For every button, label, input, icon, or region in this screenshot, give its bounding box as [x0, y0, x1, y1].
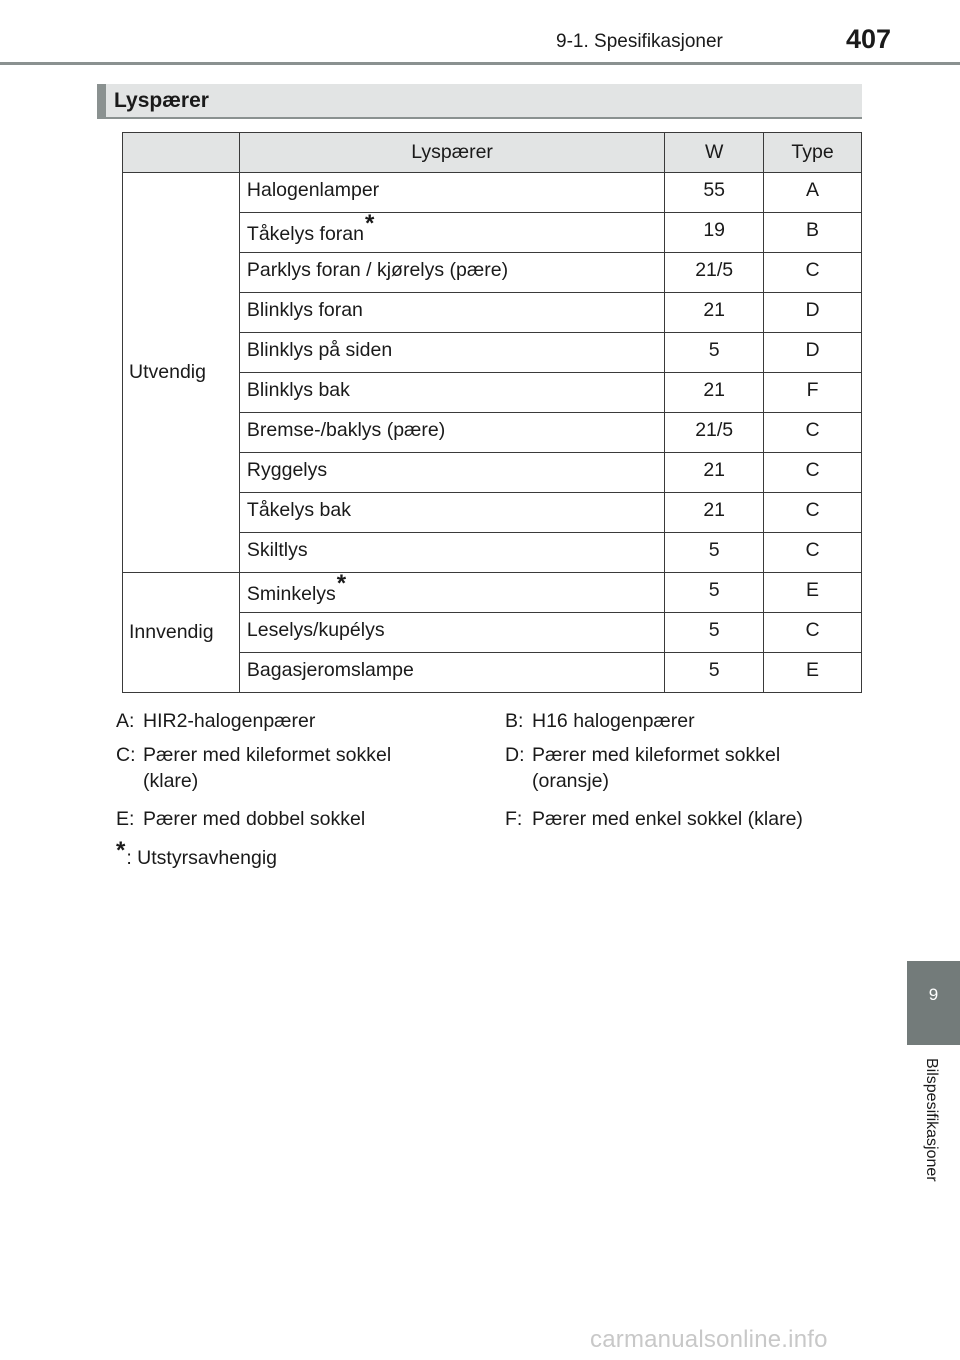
bulb-name: Parklys foran / kjørelys (pære): [246, 259, 509, 281]
table-header-row: [123, 133, 862, 173]
legend-text: Pærer med kileformet sokkel (oransje): [532, 744, 781, 792]
bulb-name: Blinklys foran: [246, 299, 363, 321]
type-cell: C: [764, 613, 862, 653]
watt-cell: 21: [665, 493, 764, 533]
legend-text: H16 halogenpærer: [532, 710, 695, 732]
header-cell-group: [123, 133, 240, 173]
bulb-name-cell: [239, 413, 664, 453]
bulb-name-cell: [239, 253, 664, 293]
footnote: [116, 837, 277, 871]
footnote-text: : Utstyrsavhengig: [126, 847, 277, 869]
chapter-number: 9: [928, 985, 939, 1004]
footnote-asterisk: *: [116, 837, 126, 864]
watt-cell: 5: [665, 653, 764, 693]
legend-key: E:: [116, 808, 135, 830]
section-heading-accent: [97, 84, 106, 119]
type-cell: B: [764, 213, 862, 253]
legend-key: A:: [116, 710, 135, 732]
header-cell-bulbs: Lyspærer: [239, 133, 664, 173]
section-title: Lyspærer: [114, 89, 209, 112]
type-cell: E: [764, 573, 862, 613]
watt-cell: 21/5: [665, 413, 764, 453]
bulb-name: Skiltlys: [246, 539, 308, 561]
legend-key: D:: [505, 744, 525, 766]
bulb-name-cell: [239, 333, 664, 373]
watt-cell: 5: [665, 533, 764, 573]
header-divider: [0, 62, 960, 65]
bulb-name: Sminkelys: [246, 583, 336, 605]
watt-cell: 5: [665, 613, 764, 653]
chapter-label: [919, 1058, 943, 1216]
legend-key: B:: [505, 710, 524, 732]
bulb-name-cell: [239, 613, 664, 653]
section-heading-bar: [97, 84, 862, 119]
watt-cell: 21: [665, 453, 764, 493]
header-cell-type: Type: [764, 133, 862, 173]
type-cell: C: [764, 493, 862, 533]
bulb-name-cell: [239, 210, 664, 253]
bulb-name: Ryggelys: [246, 459, 328, 481]
bulb-name-cell: [239, 293, 664, 333]
footnote-asterisk: *: [364, 210, 375, 237]
bulb-name: Tåkelys bak: [246, 499, 351, 521]
bulb-name: Halogenlamper: [246, 179, 380, 201]
legend-key: C:: [116, 744, 136, 766]
legend-text: Pærer med enkel sokkel (klare): [532, 808, 803, 830]
bulb-name: Blinklys bak: [246, 379, 350, 401]
watt-cell: 5: [665, 333, 764, 373]
bulb-name: Tåkelys foran: [246, 223, 364, 245]
table-row: [123, 173, 862, 213]
watt-cell: 55: [665, 173, 764, 213]
chapter-label-text: Bilspesifikasjoner: [923, 1058, 940, 1182]
type-cell: D: [764, 333, 862, 373]
table-body: [123, 173, 862, 693]
page-header: [0, 0, 960, 68]
watt-cell: 21: [665, 293, 764, 333]
bulb-name: Blinklys på siden: [246, 339, 393, 361]
chapter-tab: [907, 961, 960, 1045]
footnote-asterisk: *: [336, 570, 347, 597]
type-cell: C: [764, 533, 862, 573]
bulb-name-cell: [239, 570, 664, 613]
type-cell: E: [764, 653, 862, 693]
legend-text: Pærer med kileformet sokkel (klare): [143, 744, 392, 792]
group-cell: Utvendig: [123, 173, 240, 573]
legend-key: F:: [505, 808, 523, 830]
legend-text: Pærer med dobbel sokkel: [143, 808, 366, 830]
page-number: 407: [846, 24, 892, 54]
bulb-name-cell: [239, 173, 664, 213]
header-section-title: 9-1. Spesifikasjoner: [556, 31, 723, 52]
bulb-name-cell: [239, 493, 664, 533]
type-cell: C: [764, 413, 862, 453]
group-cell: Innvendig: [123, 573, 240, 693]
watt-cell: 5: [665, 573, 764, 613]
type-cell: C: [764, 253, 862, 293]
bulb-name: Leselys/kupélys: [246, 619, 385, 641]
watt-cell: 21: [665, 373, 764, 413]
legend-text: HIR2-halogenpærer: [143, 710, 316, 732]
bulb-name: Bagasjeromslampe: [246, 659, 414, 681]
bulb-name-cell: [239, 373, 664, 413]
type-cell: C: [764, 453, 862, 493]
bulb-name-cell: [239, 453, 664, 493]
bulb-name-cell: [239, 533, 664, 573]
watt-cell: 21/5: [665, 253, 764, 293]
type-cell: D: [764, 293, 862, 333]
type-cell: F: [764, 373, 862, 413]
watermark: carmanualsonline.info: [590, 1326, 828, 1353]
table-row: [123, 573, 862, 613]
bulb-name-cell: [239, 653, 664, 693]
type-cell: A: [764, 173, 862, 213]
watt-cell: 19: [665, 213, 764, 253]
bulb-name: Bremse-/baklys (pære): [246, 419, 446, 441]
header-cell-watt: W: [665, 133, 764, 173]
bulb-specification-table: [122, 132, 862, 693]
